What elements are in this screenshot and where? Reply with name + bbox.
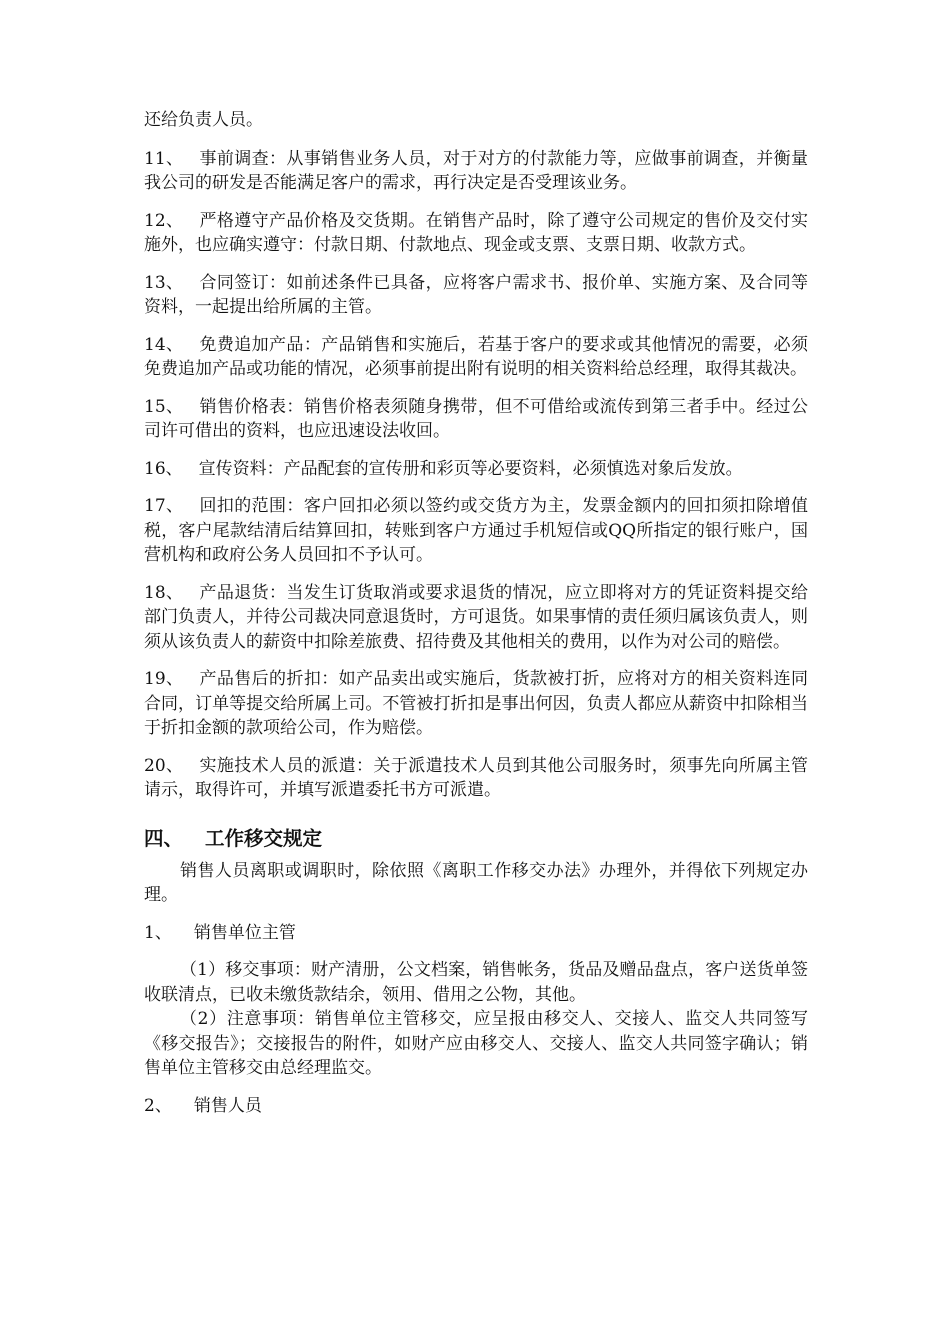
item-number: 11、 <box>144 148 184 169</box>
section-heading <box>144 825 808 853</box>
transfer-notes-paragraph: （2）注意事项：销售单位主管移交，应呈报由移交人、交接人、监交人共同签写《移交报告》；交接报告的附件，如财产应由移交人、交接人、监交人共同签字确认；销售单位主管移交由总经理监交。 <box>144 1009 808 1078</box>
item-text: 产品退货：当发生订货取消或要求退货的情况，应立即将对方的凭证资料提交给部门负责人，并待公司裁决同意退货时，方可退货。如果事情的责任须归属该负责人，则须从该负责人的薪资中扣除差旅费、招待费及其他相关的费用，以作为对公司的赔偿。 <box>144 582 808 652</box>
list-item <box>144 333 808 382</box>
item-text: 销售价格表：销售价格表须随身携带，但不可借给或流传到第三者手中。经过公司许可借出的资料，也应迅速设法收回。 <box>144 396 808 441</box>
item-text: 合同签订：如前述条件已具备，应将客户需求书、报价单、实施方案、及合同等资料，一起提出给所属的主管。 <box>144 272 808 317</box>
item-number: 14、 <box>144 334 184 355</box>
list-item <box>144 271 808 320</box>
section-intro: 销售人员离职或调职时，除依照《离职工作移交办法》办理外，并得依下列规定办理。 <box>144 860 808 905</box>
section-title: 工作移交规定 <box>205 826 323 850</box>
subsection-heading <box>144 1094 808 1119</box>
subsection-heading <box>144 921 808 946</box>
subsection-number: 2、 <box>144 1095 172 1116</box>
list-item <box>144 147 808 196</box>
item-number: 15、 <box>144 396 184 417</box>
list-item <box>144 395 808 444</box>
list-item <box>144 581 808 655</box>
item-text: 事前调查：从事销售业务人员，对于对方的付款能力等，应做事前调查，并衡量我公司的研发是否能满足客户的需求，再行决定是否受理该业务。 <box>144 148 808 193</box>
item-text: 免费追加产品：产品销售和实施后，若基于客户的要求或其他情况的需要，必须免费追加产品或功能的情况，必须事前提出附有说明的相关资料给总经理，取得其裁决。 <box>144 334 808 379</box>
subsection-title: 销售单位主管 <box>193 922 296 943</box>
subsection-title: 销售人员 <box>193 1095 262 1116</box>
list-item <box>144 667 808 741</box>
item-number: 20、 <box>144 755 184 776</box>
item-text: 宣传资料：产品配套的宣传册和彩页等必要资料，必须慎选对象后发放。 <box>198 458 743 479</box>
section-number: 四、 <box>144 826 184 850</box>
transfer-items-paragraph: （1）移交事项：财产清册，公文档案，销售帐务，货品及赠品盘点，客户送货单签收联清点，已收未缴货款结余，领用、借用之公物，其他。 <box>144 960 808 1005</box>
continuation-text: 还给负责人员。 <box>144 110 263 130</box>
item-text: 产品售后的折扣：如产品卖出或实施后，货款被打折，应将对方的相关资料连同合同，订单等提交给所属上司。不管被打折扣是事出何因，负责人都应从薪资中扣除相当于折扣金额的款项给公司，作为赔偿。 <box>144 669 808 738</box>
item-text: 严格遵守产品价格及交货期。在销售产品时，除了遵守公司规定的售价及交付实施外，也应确实遵守：付款日期、付款地点、现金或支票、支票日期、收款方式。 <box>144 210 808 255</box>
item-text: 实施技术人员的派遣：关于派遣技术人员到其他公司服务时，须事先向所属主管请示，取得许可，并填写派遣委托书方可派遣。 <box>144 755 808 800</box>
item-number: 19、 <box>144 669 184 689</box>
item-text: 回扣的范围：客户回扣必须以签约或交货方为主，发票金额内的回扣须扣除增值税，客户尾款结清后结算回扣，转账到客户方通过手机短信或QQ所指定的银行账户，国营机构和政府公务人员回扣不予认可。 <box>144 496 808 565</box>
list-item <box>144 457 808 482</box>
item-number: 16、 <box>144 458 183 479</box>
item-number: 13、 <box>144 272 184 293</box>
item-number: 17、 <box>144 496 184 516</box>
item-number: 18、 <box>144 582 184 603</box>
list-item <box>144 494 808 568</box>
list-item <box>144 754 808 803</box>
subsection-number: 1、 <box>144 922 172 943</box>
item-number: 12、 <box>144 210 184 231</box>
document-page <box>144 108 808 1131</box>
list-item <box>144 209 808 258</box>
